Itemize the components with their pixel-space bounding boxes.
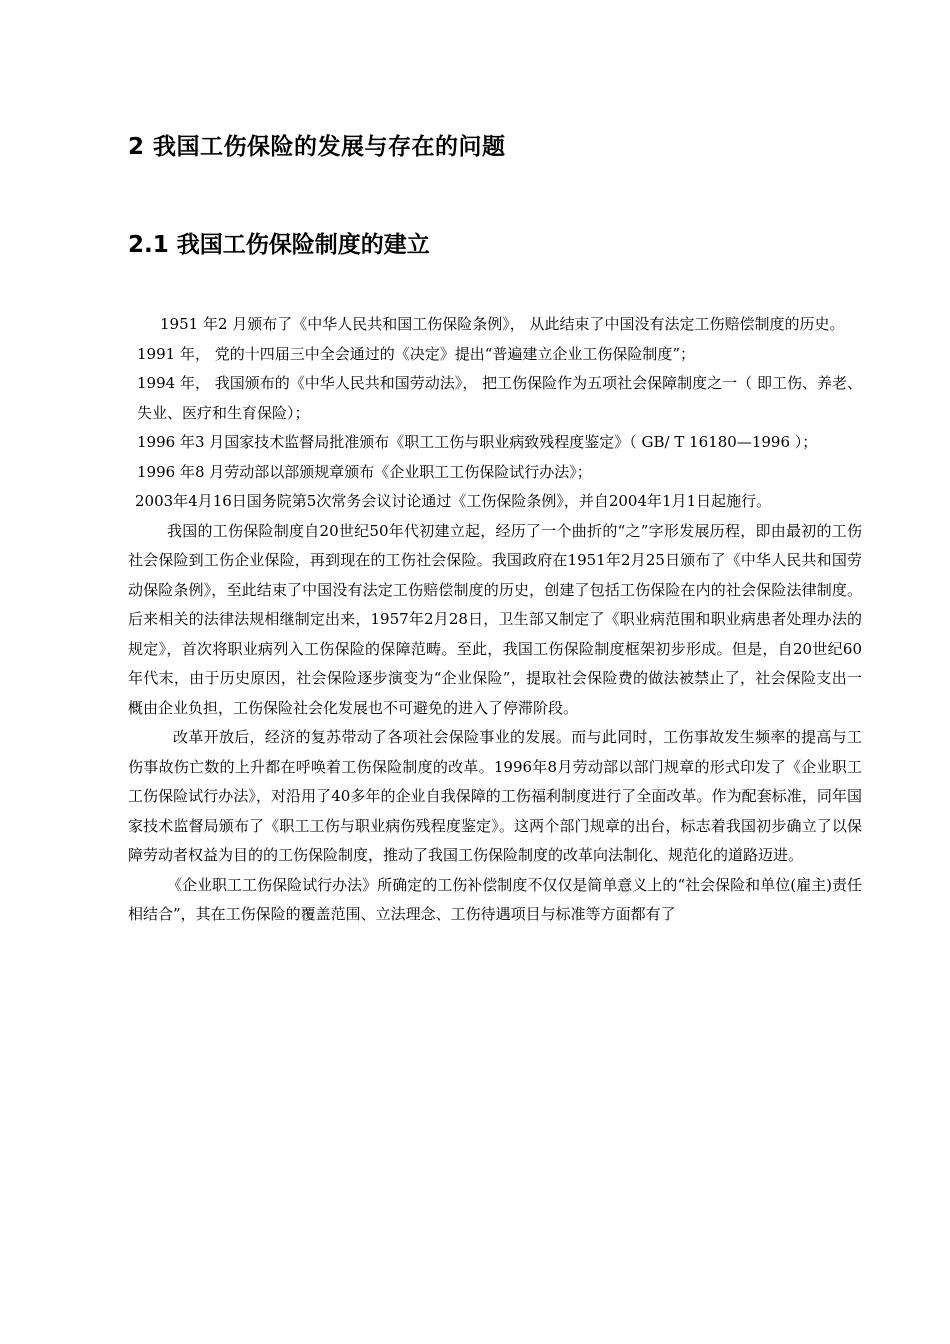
paragraph-1991: 1991 年， 党的十四届三中全会通过的《决定》提出“普遍建立企业工伤保险制度”； [137,344,696,363]
paragraph-1996-august: 1996 年8 月劳动部以部颁规章颁布《企业职工工伤保险试行办法》； [137,462,592,481]
paragraph-2003: 2003年4月16日国务院第5次常务会议讨论通过《工伤保险条例》，并自2004年1月1日起施行。 [135,492,772,510]
chapter-heading: 2 我国工伤保险的发展与存在的问题 [128,134,506,160]
section-heading: 2.1 我国工伤保险制度的建立 [128,232,430,258]
paragraph-1951: 1951 年2 月颁布了《中华人民共和国工伤保险条例》， 从此结束了中国没有法定工伤赔偿制度的历史。 [160,315,845,333]
paragraph-reform: 改革开放后，经济的复苏带动了各项社会保险事业的发展。而与此同时，工伤事故发生频率的提高与工伤事故伤亡数的上升都在呼唤着工伤保险制度的改革。1996年8月劳动部以部门规章的形式印发了《企业职工工伤保险试行办法》，对沿用了40多年的企业自我保障的工伤福利制度进行了全面改革。作为配套标准，同年国家技术监督局颁布了《职工工伤与职业病伤残程度鉴定》。这两个部门规章的出台，标志着我国初步确立了以保障劳动者权益为目的的工伤保险制度，推动了我国工伤保险制度的改革向法制化、规范化的道路迈进。 [128,728,862,864]
paragraph-trial-measures: 《企业职工工伤保险试行办法》所确定的工伤补偿制度不仅仅是简单意义上的“社会保险和单位(雇主)责任相结合”，其在工伤保险的覆盖范围、立法理念、工伤待遇项目与标准等方面都有了 [128,875,862,923]
body-text [128,310,862,930]
paragraph-history: 我国的工伤保险制度自20世纪50年代初建立起，经历了一个曲折的“之”字形发展历程，即由最初的工伤社会保险到工伤企业保险，再到现在的工伤社会保险。我国政府在1951年2月25日颁布了《中华人民共和国劳动保险条例》，至此结束了中国没有法定工伤赔偿制度的历史，创建了包括工伤保险在内的社会保险法律制度。后来相关的法律法规相继制定出来，1957年2月28日，卫生部又制定了《职业病范围和职业病患者处理办法的规定》，首次将职业病列入工伤保险的保障范畴。至此，我国工伤保险制度框架初步形成。但是，自20世纪60年代末，由于历史原因，社会保险逐步演变为“企业保险”，提取社会保险费的做法被禁止了，社会保险支出一概由企业负担，工伤保险社会化发展也不可避免的进入了停滞阶段。 [128,521,862,717]
paragraph-1994: 1994 年， 我国颁布的《中华人民共和国劳动法》， 把工伤保险作为五项社会保障制度之一（ 即工伤、养老、失业、医疗和生育保险）； [137,374,862,422]
paragraph-1996-march: 1996 年3 月国家技术监督局批准颁布《职工工伤与职业病致残程度鉴定》（ GB/ T 16180—1996 ）； [137,433,818,451]
